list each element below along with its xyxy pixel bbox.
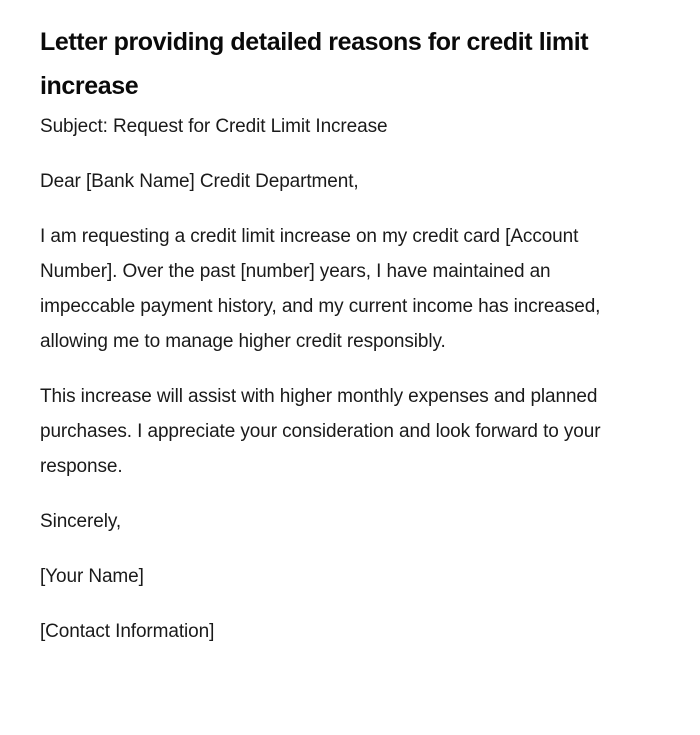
letter-body-paragraph-2: This increase will assist with higher monthly expenses and planned purchases. I appreciate your consideration and look forward to your response.	[40, 386, 601, 477]
letter-closing: Sincerely,	[40, 511, 122, 532]
signature-contact: [Contact Information]	[40, 621, 215, 642]
signature-name: [Your Name]	[40, 566, 144, 587]
letter-body-paragraph-1: I am requesting a credit limit increase on my credit card [Account Number]. Over the past [number] years, I have maintained an impeccable payment history, and my current income has increased, allowing me to manage higher credit responsibly.	[40, 226, 601, 352]
letter-subject: Subject: Request for Credit Limit Increase	[40, 116, 388, 137]
letter-title: Letter providing detailed reasons for credit limit increase	[40, 28, 589, 100]
letter-salutation: Dear [Bank Name] Credit Department,	[40, 171, 359, 192]
